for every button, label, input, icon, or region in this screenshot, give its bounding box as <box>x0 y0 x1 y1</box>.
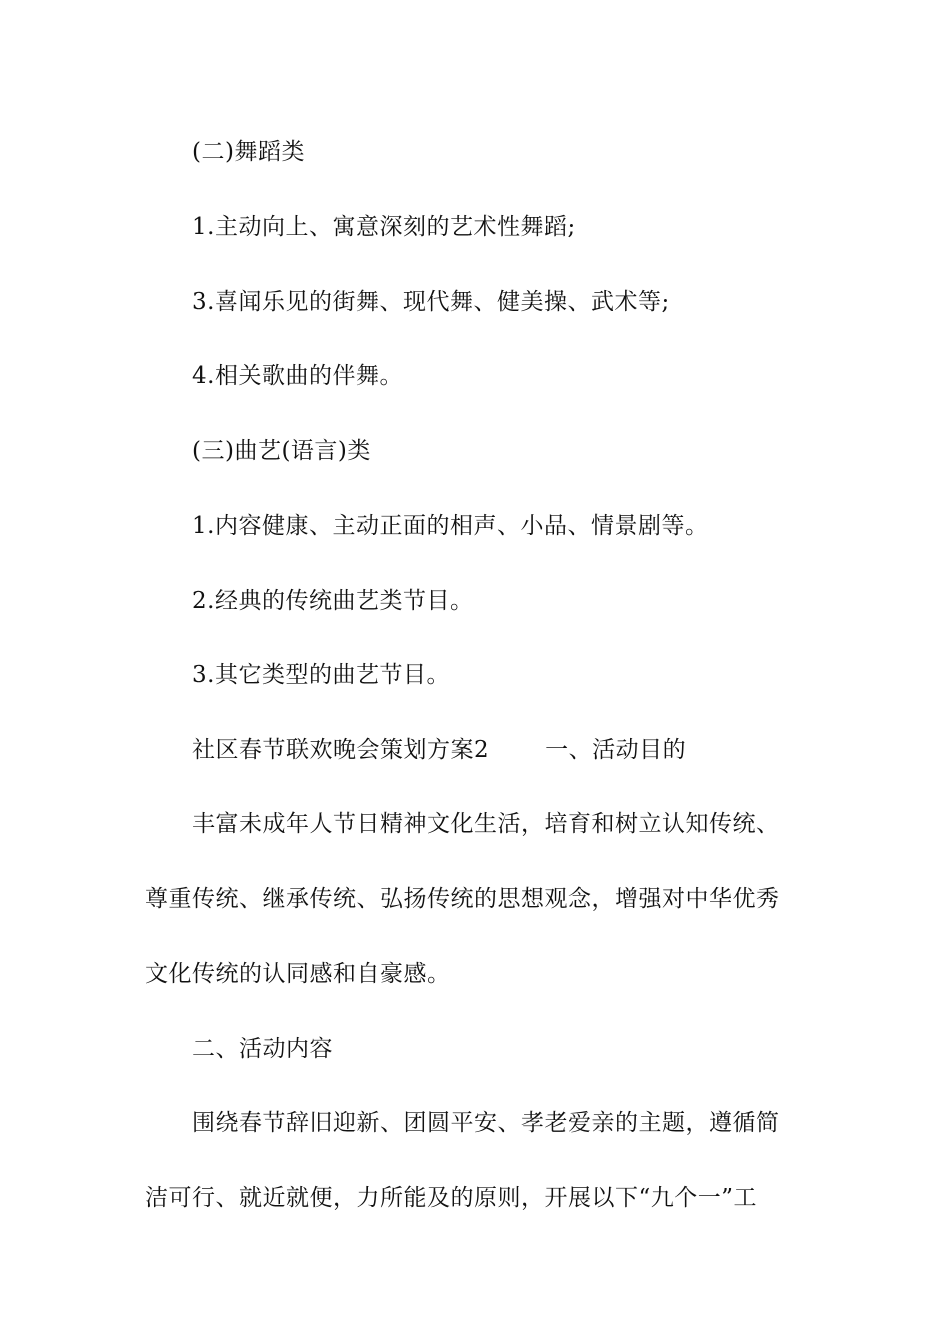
plan-title: 社区春节联欢晚会策划方案2 <box>192 737 490 763</box>
paragraph-line: 丰富未成年人节日精神文化生活，培育和树立认知传统、 <box>192 811 780 837</box>
paragraph-line: 围绕春节辞旧迎新、团圆平安、孝老爱亲的主题，遵循简 <box>192 1110 780 1136</box>
paragraph-line: 洁可行、就近就便，力所能及的原则，开展以下“九个一”工 <box>145 1185 758 1211</box>
list-item: 1.内容健康、主动正面的相声、小品、情景剧等。 <box>192 513 709 539</box>
paragraph-line: 文化传统的认同感和自豪感。 <box>145 961 451 987</box>
section-title-content: 二、活动内容 <box>192 1036 333 1062</box>
subheading-dance: (二)舞蹈类 <box>192 139 305 165</box>
section-title-purpose: 一、活动目的 <box>545 737 687 763</box>
subheading-quyi: (三)曲艺(语言)类 <box>192 438 371 464</box>
plan-heading <box>192 736 686 764</box>
paragraph-line: 尊重传统、继承传统、弘扬传统的思想观念，增强对中华优秀 <box>145 886 780 912</box>
list-item: 2.经典的传统曲艺类节目。 <box>192 588 474 614</box>
list-item: 1.主动向上、寓意深刻的艺术性舞蹈; <box>192 214 576 240</box>
list-item: 3.其它类型的曲艺节目。 <box>192 662 450 688</box>
list-item: 4.相关歌曲的伴舞。 <box>192 363 403 389</box>
list-item: 3.喜闻乐见的街舞、现代舞、健美操、武术等; <box>192 289 670 315</box>
